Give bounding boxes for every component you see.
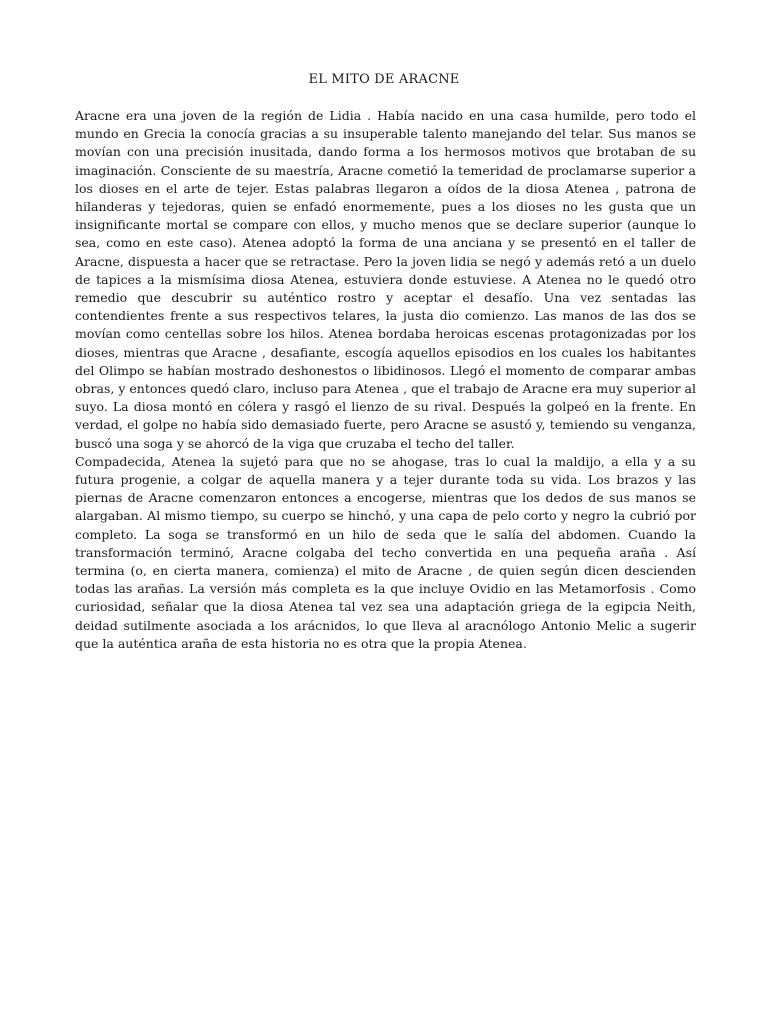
paragraph-2: Compadecida, Atenea la sujetó para que no se ahogase, tras lo cual la maldijo, a ella y a su futura progenie, a colgar de aquella manera y a tejer durante toda su vida. Los brazos y las piernas de Aracne comenzaron entonces a encogerse, mientras que los dedos de sus manos se alargaban. Al mismo tiempo, su cuerpo se hinchó, y una capa de pelo corto y negro la cubrió por completo. La soga se transformó en un hilo de seda que le salía del abdomen. Cuando la transformación terminó, Aracne colgaba del techo convertida en una pequeña araña . Así termina (o, en cierta manera, comienza) el mito de Aracne , de quien según dicen descienden todas las arañas. La versión más completa es la que incluye Ovidio en las Metamorfosis . Como curiosidad, señalar que la diosa Atenea tal vez sea una adaptación griega de la egipcia Neith, deidad sutilmente asociada a los arácnidos, lo que lleva al aracnólogo Antonio Melic a sugerir que la auténtica araña de esta historia no es otra que la propia Atenea. — [75, 453, 696, 651]
document-body — [75, 107, 696, 653]
paragraph-1: Aracne era una joven de la región de Lidia . Había nacido en una casa humilde, pero todo el mundo en Grecia la conocía gracias a su insuperable talento manejando del telar. Sus manos se movían con una precisión inusitada, dando forma a los hermosos motivos que brotaban de su imaginación. Consciente de su maestría, Aracne cometió la temeridad de proclamarse superior a los dioses en el arte de tejer. Estas palabras llegaron a oídos de la diosa Atenea , patrona de hilanderas y tejedoras, quien se enfadó enormemente, pues a los dioses no les gusta que un insignificante mortal se compare con ellos, y mucho menos que se declare superior (aunque lo sea, como en este caso). Atenea adoptó la forma de una anciana y se presentó en el taller de Aracne, dispuesta a hacer que se retractase. Pero la joven lidia se negó y además retó a un duelo de tapices a la mismísima diosa Atenea, estuviera donde estuviese. A Atenea no le quedó otro remedio que descubrir su auténtico rostro y aceptar el desafío. Una vez sentadas las contendientes frente a sus respectivos telares, la justa dio comienzo. Las manos de las dos se movían como centellas sobre los hilos. Atenea bordaba heroicas escenas protagonizadas por los dioses, mientras que Aracne , desafiante, escogía aquellos episodios en los cuales los habitantes del Olimpo se habían mostrado deshonestos o libidinosos. Llegó el momento de comparar ambas obras, y entonces quedó claro, incluso para Atenea , que el trabajo de Aracne era muy superior al suyo. La diosa montó en cólera y rasgó el lienzo de su rival. Después la golpeó en la frente. En verdad, el golpe no había sido demasiado fuerte, pero Aracne se asustó y, temiendo su venganza, buscó una soga y se ahorcó de la viga que cruzaba el techo del taller. — [75, 108, 696, 451]
document-title: EL MITO DE ARACNE — [308, 72, 460, 87]
